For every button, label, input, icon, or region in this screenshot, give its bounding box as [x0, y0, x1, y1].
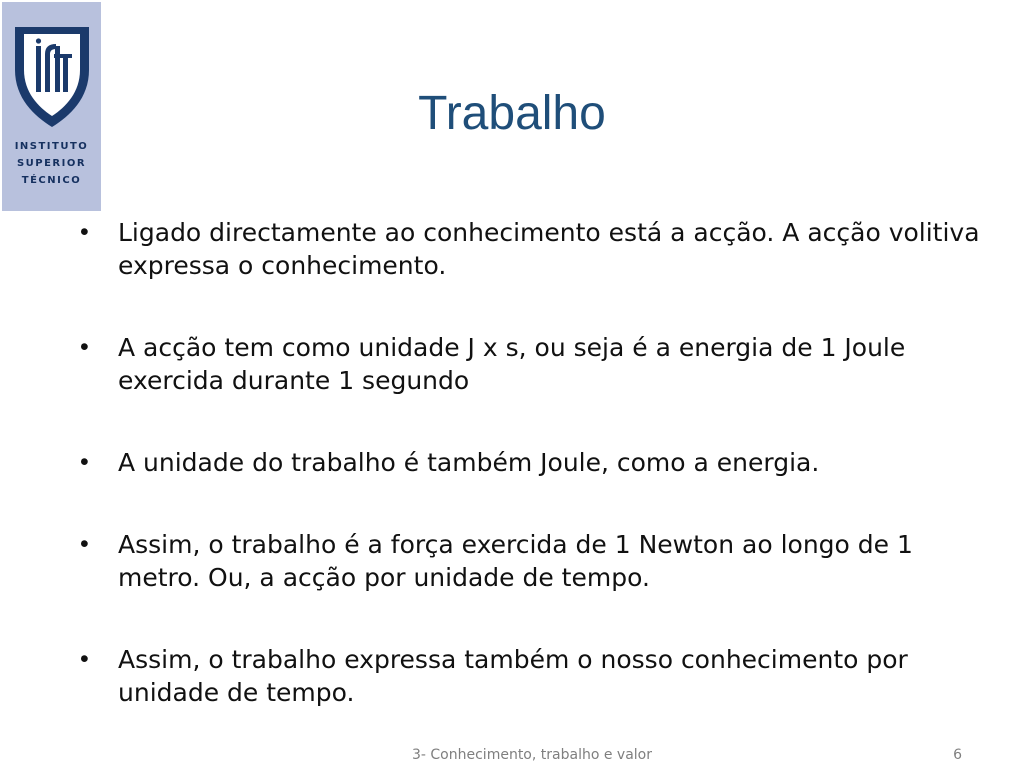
bullet-item: • Assim, o trabalho é a força exercida de 1 Newton ao longo de 1 metro. Ou, a acção por unidade de tempo. [80, 528, 980, 594]
institution-name [2, 138, 101, 189]
slide-title: Trabalho [418, 87, 606, 140]
slide-number: 6 [953, 747, 962, 763]
bullet-item: • A acção tem como unidade J x s, ou seja é a energia de 1 Joule exercida durante 1 segundo [80, 331, 980, 397]
bullet-item: • A unidade do trabalho é também Joule, como a energia. [80, 446, 980, 479]
logo-line: TÉCNICO [21, 175, 82, 186]
logo-line: INSTITUTO [14, 141, 89, 152]
bullet-item: • Assim, o trabalho expressa também o nosso conhecimento por unidade de tempo. [80, 643, 980, 709]
logo-line: SUPERIOR [16, 158, 87, 169]
footer-text: 3- Conhecimento, trabalho e valor [412, 747, 652, 763]
bullet-list [80, 216, 980, 758]
bullet-item: • Ligado directamente ao conhecimento está a acção. A acção volitiva expressa o conhecimento. [80, 216, 980, 282]
